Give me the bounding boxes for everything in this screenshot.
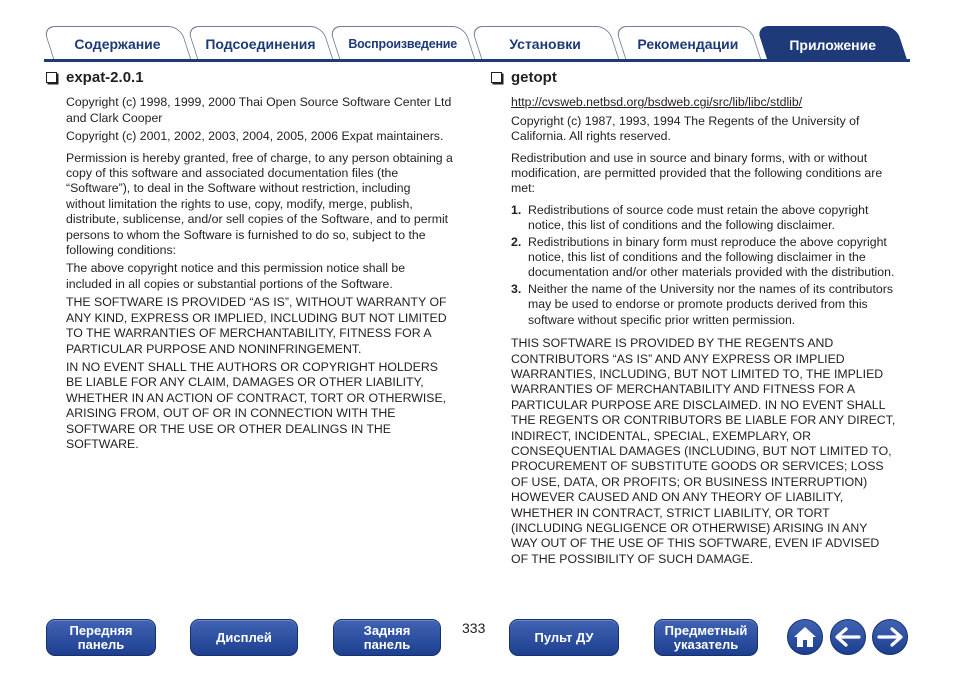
getopt-intro: Redistribution and use in source and binary forms, with or without modification, are permitted provided that the following conditions are met: bbox=[511, 150, 883, 196]
getopt-copyright: Copyright (c) 1987, 1993, 1994 The Regents of the University of California. All rights reserved. bbox=[511, 113, 860, 144]
expat-section bbox=[46, 70, 466, 455]
tab-appendix[interactable]: Приложение bbox=[756, 26, 908, 62]
expat-warranty: THE SOFTWARE IS PROVIDED “AS IS”, WITHOUT WARRANTY OF ANY KIND, EXPRESS OR IMPLIED, INCLUDING BUT NOT LIMITED TO THE WARRANTIES OF MERCHANTABILITY, FITNESS FOR A PARTICULAR PURPOSE AND NONINFRINGEMENT. bbox=[66, 295, 447, 356]
chapter-tab-bar bbox=[44, 26, 910, 62]
expat-heading: expat-2.0.1 bbox=[46, 70, 466, 85]
list-item: 3. Neither the name of the University nor the names of its contributors may be used to endorse or promote products derived from this software without specific prior written permission. bbox=[511, 281, 893, 327]
tab-bar-rule bbox=[44, 59, 910, 62]
expat-permission: Permission is hereby granted, free of charge, to any person obtaining a copy of this software and associated documentation files (the “Software”), to deal in the Software without restriction, including without limitation the rights to use, copy, modify, merge, publish, distribute, sublicense, and/or sell copies of the Software, and to permit persons to whom the Software is furnished to do so, subject to the following conditions: bbox=[66, 150, 453, 258]
tab-connections[interactable]: Подсоединения bbox=[186, 26, 333, 60]
tab-tips[interactable]: Рекомендации bbox=[614, 26, 761, 60]
arrow-right-icon bbox=[877, 627, 903, 647]
forward-button[interactable] bbox=[872, 619, 908, 655]
front-panel-button[interactable]: Передняя панель bbox=[46, 619, 156, 656]
index-button[interactable]: Предметный указатель bbox=[654, 619, 758, 656]
expat-copyright-1: Copyright (c) 1998, 1999, 2000 Thai Open Source Software Center Ltd and Clark Cooper bbox=[66, 95, 452, 125]
expat-notice: The above copyright notice and this permission notice shall be included in all copies or substantial portions of the Software. bbox=[66, 261, 406, 291]
list-item: 2. Redistributions in binary form must reproduce the above copyright notice, this list of conditions and the following disclaimer in the documentation and/or other materials provided with the distribution. bbox=[511, 234, 895, 280]
arrow-left-icon bbox=[835, 627, 861, 647]
list-item: 1. Redistributions of source code must retain the above copyright notice, this list of conditions and the following disclaimer. bbox=[511, 202, 869, 233]
tab-settings[interactable]: Установки bbox=[470, 26, 619, 60]
getopt-section bbox=[491, 70, 911, 570]
home-button[interactable] bbox=[787, 619, 823, 655]
getopt-heading: getopt bbox=[491, 70, 911, 85]
getopt-disclaimer: THIS SOFTWARE IS PROVIDED BY THE REGENTS AND CONTRIBUTORS “AS IS” AND ANY EXPRESS OR IMPLIED WARRANTIES, INCLUDING, BUT NOT LIMITED TO, THE IMPLIED WARRANTIES OF MERCHANTABILITY AND FITNESS FOR A PARTICULAR PURPOSE ARE DISCLAIMED. IN NO EVENT SHALL THE REGENTS OR CONTRIBUTORS BE LIABLE FOR ANY DIRECT, INDIRECT, INCIDENTAL, SPECIAL, EXEMPLARY, OR CONSEQUENTIAL DAMAGES (INCLUDING, BUT NOT LIMITED TO, PROCUREMENT OF SUBSTITUTE GOODS OR SERVICES; LOSS OF USE, DATA, OR PROFITS; OR BUSINESS INTERRUPTION) HOWEVER CAUSED AND ON ANY THEORY OF LIABILITY, WHETHER IN CONTRACT, STRICT LIABILITY, OR TORT (INCLUDING NEGLIGENCE OR OTHERWISE) ARISING IN ANY WAY OUT OF THE USE OF THIS SOFTWARE, EVEN IF ADVISED OF THE POSSIBILITY OF SUCH DAMAGE. bbox=[511, 336, 896, 566]
getopt-body bbox=[491, 95, 911, 567]
checkbox-icon bbox=[46, 72, 57, 83]
getopt-conditions bbox=[511, 203, 911, 328]
remote-button[interactable]: Пульт ДУ bbox=[509, 619, 619, 656]
rear-panel-button[interactable]: Задняя панель bbox=[333, 619, 441, 656]
checkbox-icon bbox=[491, 72, 502, 83]
display-button[interactable]: Дисплей bbox=[190, 619, 298, 656]
expat-liability: IN NO EVENT SHALL THE AUTHORS OR COPYRIGHT HOLDERS BE LIABLE FOR ANY CLAIM, DAMAGES OR OTHER LIABILITY, WHETHER IN AN ACTION OF CONTRACT, TORT OR OTHERWISE, ARISING FROM, OUT OF OR IN CONNECTION WITH THE SOFTWARE OR THE USE OR OTHER DEALINGS IN THE SOFTWARE. bbox=[66, 359, 447, 451]
back-button[interactable] bbox=[830, 619, 866, 655]
expat-copyright-2: Copyright (c) 2001, 2002, 2003, 2004, 2005, 2006 Expat maintainers. bbox=[66, 129, 444, 144]
page-number: 333 bbox=[462, 620, 486, 636]
tab-playback[interactable]: Воспроизведение bbox=[328, 26, 475, 60]
getopt-source-link[interactable]: http://cvsweb.netbsd.org/bsdweb.cgi/src/lib/libc/stdlib/ bbox=[511, 95, 803, 110]
home-icon bbox=[792, 625, 818, 649]
tab-contents[interactable]: Содержание bbox=[42, 26, 191, 60]
expat-body bbox=[46, 95, 466, 452]
